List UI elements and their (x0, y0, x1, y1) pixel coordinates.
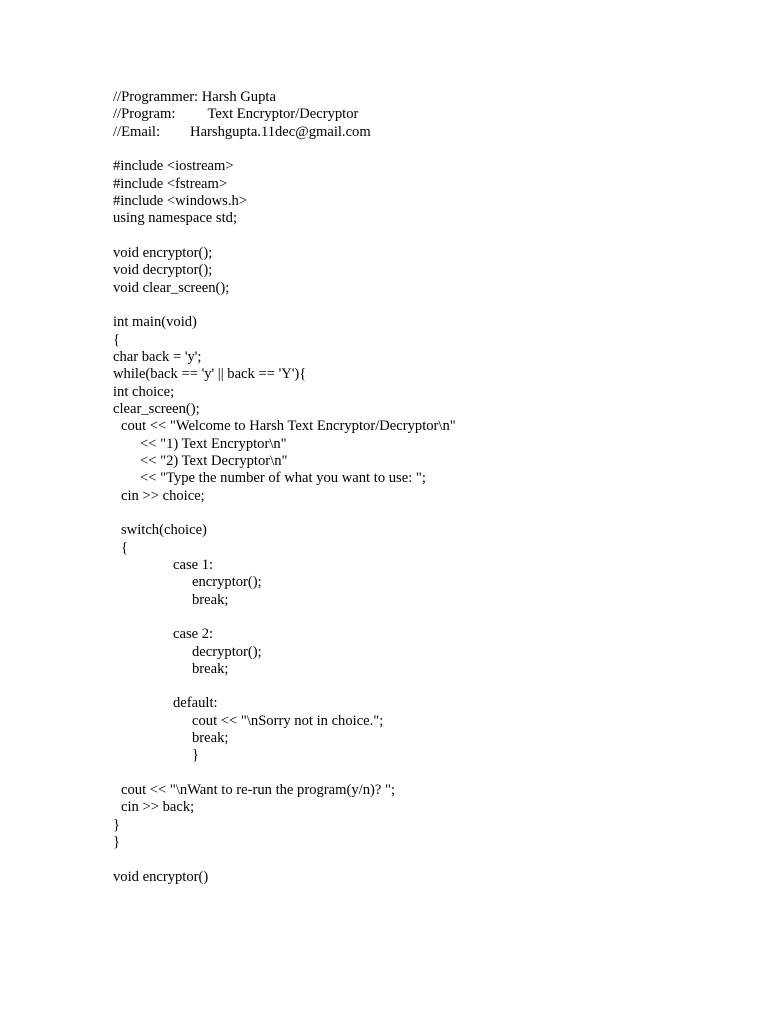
switch-open-brace: { (121, 539, 129, 556)
comment-programmer: //Programmer: Harsh Gupta (113, 89, 276, 105)
case-1-break: break; (192, 591, 229, 608)
clear-screen-call: clear_screen(); (113, 400, 200, 417)
case-2-call: decryptor(); (192, 643, 262, 660)
cout-option-1-line: << "1) Text Encryptor\n" (140, 435, 287, 452)
blank-line (113, 609, 456, 626)
default-label: default: (173, 695, 218, 712)
using-namespace-line: using namespace std; (113, 210, 238, 227)
cin-back-line: cin >> back; (121, 799, 195, 816)
blank-line (113, 141, 456, 158)
comment-program-label: //Program: (113, 106, 176, 123)
comment-program (113, 106, 456, 123)
int-choice-declaration: int choice; (113, 383, 175, 400)
default-cout: cout << "\nSorry not in choice."; (192, 712, 384, 729)
case-2-break: break; (192, 660, 229, 677)
blank-line (113, 228, 456, 245)
main-signature: int main(void) (113, 314, 197, 331)
char-back-declaration: char back = 'y'; (113, 348, 202, 365)
cin-choice-line: cin >> choice; (121, 487, 205, 504)
while-loop-line: while(back == 'y' || back == 'Y'){ (113, 366, 307, 383)
include-line: #include <iostream> (113, 158, 234, 175)
case-1-call: encryptor(); (192, 574, 262, 591)
while-close-brace: } (113, 816, 121, 833)
prototype-line: void encryptor(); (113, 244, 213, 261)
comment-email-label: //Email: (113, 123, 161, 140)
prototype-line: void decryptor(); (113, 262, 213, 279)
blank-line (113, 297, 456, 314)
prototype-line: void clear_screen(); (113, 279, 230, 296)
case-2-label: case 2: (173, 626, 214, 643)
main-close-brace: } (113, 834, 121, 851)
blank-line (113, 851, 456, 868)
blank-line (113, 505, 456, 522)
encryptor-definition-line: void encryptor() (113, 868, 209, 885)
blank-line (113, 678, 456, 695)
comment-email-value: Harshgupta.11dec@gmail.com (190, 123, 371, 140)
include-line: #include <fstream> (113, 175, 228, 192)
case-1-label: case 1: (173, 556, 214, 573)
cout-welcome-line: cout << "Welcome to Harsh Text Encryptor/Decryptor\n" (121, 418, 456, 435)
include-line: #include <windows.h> (113, 192, 248, 209)
source-code-listing (113, 89, 456, 886)
switch-line: switch(choice) (121, 522, 207, 539)
switch-close-brace: } (192, 747, 200, 764)
cout-option-2-line: << "2) Text Decryptor\n" (140, 452, 288, 469)
comment-program-value: Text Encryptor/Decryptor (207, 106, 359, 123)
default-break: break; (192, 730, 229, 747)
comment-email (113, 124, 456, 141)
main-open-brace: { (113, 331, 121, 348)
blank-line (113, 765, 456, 782)
cout-prompt-line: << "Type the number of what you want to use: "; (140, 470, 426, 487)
cout-rerun-line: cout << "\nWant to re-run the program(y/n)? "; (121, 782, 395, 799)
